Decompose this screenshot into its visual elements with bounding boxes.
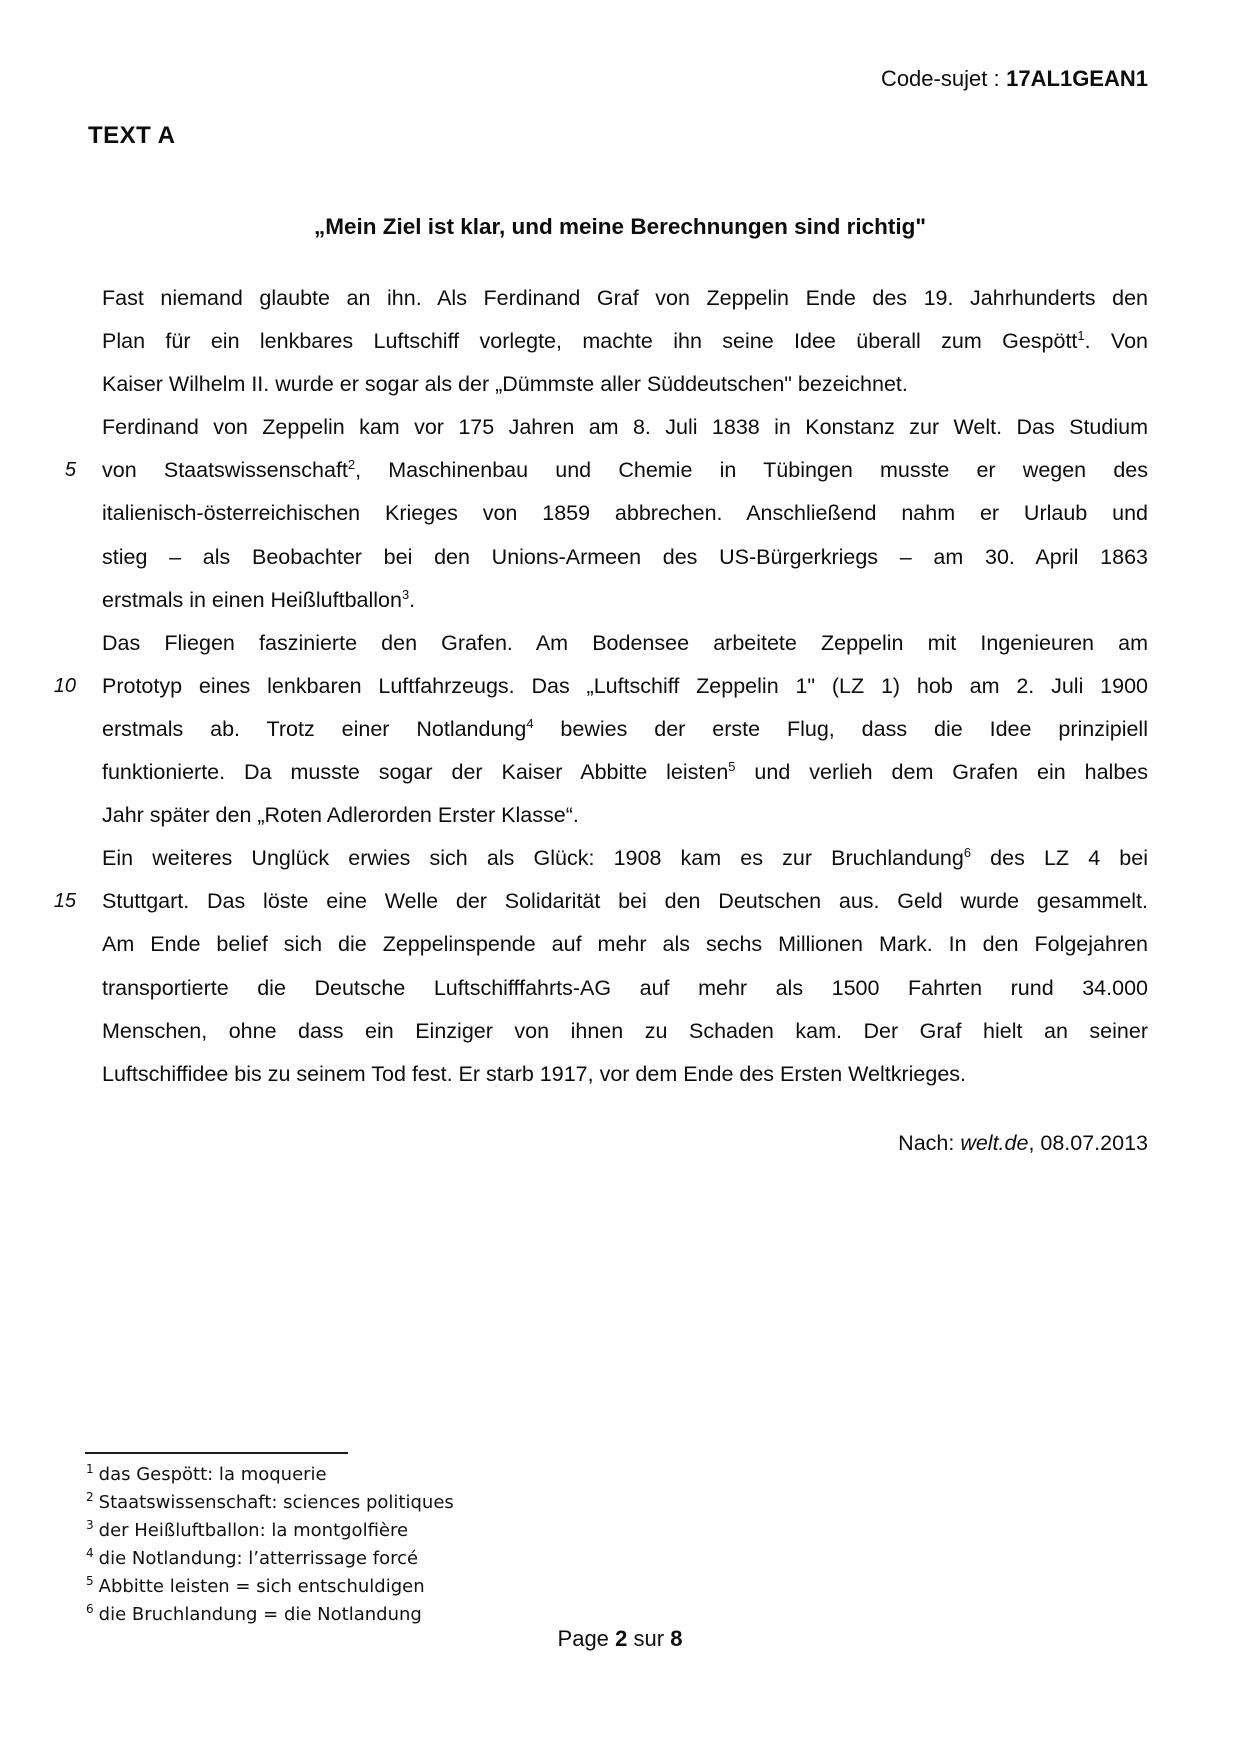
text-segment: Menschen, ohne dass ein Einziger von ihnen zu Schaden kam. Der Graf hielt an seiner [102, 1018, 1148, 1043]
text-segment: Jahr später den „Roten Adlerorden Erster Klasse“. [102, 803, 579, 828]
text-segment: Am Ende belief sich die Zeppelinspende auf mehr als sechs Millionen Mark. In den Folgejahren [102, 932, 1148, 957]
text-line [53, 665, 1148, 708]
text-segment: Fast niemand glaubte an ihn. Als Ferdinand Graf von Zeppelin Ende des 19. Jahrhunderts den [102, 286, 1148, 310]
text-segment: Plan für ein lenkbares Luftschiff vorlegte, machte ihn seine Idee überall zum Gespött [102, 329, 1078, 354]
text-line [102, 1053, 1148, 1096]
source-name: welt.de [960, 1131, 1029, 1155]
text-segment: Stuttgart. Das löste eine Welle der Solidarität bei den Deutschen aus. Geld wurde gesammelt. [102, 889, 1148, 914]
footnote-text: Abbitte leisten = sich entschuldigen [98, 1576, 425, 1597]
text-a-heading: TEXT A [88, 122, 176, 149]
footnote-marker: 1 [86, 1462, 94, 1476]
line-number: 10 [53, 674, 76, 697]
footnote-text: das Gespött: la moquerie [98, 1464, 327, 1485]
footnote-separator [85, 1452, 348, 1454]
footnote-marker: 4 [86, 1546, 94, 1560]
footer-separator: sur [633, 1626, 665, 1651]
text-line [102, 967, 1148, 1010]
footnote-item [86, 1573, 454, 1601]
text-segment: Ferdinand von Zeppelin kam vor 175 Jahren am 8. Juli 1838 in Konstanz zur Welt. Das Studium [102, 415, 1148, 440]
text-segment: von Staatswissenschaft [102, 458, 348, 483]
footnote-reference: 5 [728, 758, 736, 774]
text-line [64, 449, 1148, 492]
code-sujet-value: 17AL1GEAN1 [1006, 66, 1148, 91]
footnote-marker: 2 [86, 1490, 94, 1504]
text-segment: Luftschiffidee bis zu seinem Tod fest. Er starb 1917, vor dem Ende des Ersten Weltkrieges. [102, 1061, 967, 1086]
text-segment: bewies der erste Flug, dass die Idee prinzipiell [533, 716, 1148, 741]
text-segment: . Von [1084, 329, 1148, 354]
footnote-item [86, 1461, 454, 1489]
footnote-item [86, 1545, 454, 1573]
line-number: 5 [64, 459, 76, 482]
text-segment: , Maschinenbau und Chemie in Tübingen musste er wegen des [355, 458, 1148, 483]
text-line [53, 880, 1148, 923]
text-segment: transportierte die Deutsche Luftschifffahrts-AG auf mehr als 1500 Fahrten rund 34.000 [102, 975, 1148, 1000]
footnote-marker: 5 [86, 1574, 94, 1588]
page-footer [0, 1626, 1240, 1652]
code-sujet [881, 64, 1148, 94]
footnote-text: der Heißluftballon: la montgolfière [98, 1520, 409, 1541]
code-sujet-label: Code-sujet : [880, 66, 1000, 91]
source-date: , 08.07.2013 [1028, 1131, 1148, 1155]
text-line [102, 923, 1148, 966]
text-line [102, 708, 1148, 751]
source-attribution [102, 1128, 1148, 1158]
text-segment: italienisch-österreichischen Krieges von 1859 abbrechen. Anschließend nahm er Urlaub und [102, 501, 1148, 526]
text-segment: Das Fliegen faszinierte den Grafen. Am Bodensee arbeitete Zeppelin mit Ingenieuren am [102, 630, 1148, 655]
text-line [102, 837, 1148, 880]
text-line [102, 1010, 1148, 1053]
footnote-reference: 3 [401, 586, 410, 602]
text-segment: Kaiser Wilhelm II. wurde er sogar als der „Dümmste aller Süddeutschen" bezeichnet. [102, 372, 908, 397]
text-title: „Mein Ziel ist klar, und meine Berechnungen sind richtig" [313, 214, 927, 239]
footer-page-label: Page [557, 1626, 609, 1651]
text-segment: und verlieh dem Grafen ein halbes [735, 760, 1148, 785]
footnote-reference: 6 [963, 845, 972, 861]
text-segment: . [409, 587, 416, 612]
text-line [102, 492, 1148, 535]
footer-page-total: 8 [670, 1626, 683, 1651]
text-line [102, 320, 1148, 363]
text-line [102, 622, 1148, 665]
footnote-reference: 4 [526, 715, 534, 731]
footnote-marker: 6 [86, 1602, 94, 1616]
text-line [102, 363, 1148, 406]
text-segment: des LZ 4 bei [971, 846, 1149, 871]
text-line [102, 277, 1148, 320]
footer-page-number: 2 [615, 1626, 628, 1651]
text-line [102, 794, 1148, 837]
text-line [102, 751, 1148, 794]
text-segment: erstmals in einen Heißluftballon [102, 587, 402, 612]
text-segment: Ein weiteres Unglück erwies sich als Glück: 1908 kam es zur Bruchlandung [102, 846, 964, 871]
footnote-reference: 2 [347, 457, 356, 473]
text-line [102, 579, 1148, 622]
footnote-item [86, 1489, 454, 1517]
text-line [102, 536, 1148, 579]
text-segment: stieg – als Beobachter bei den Unions-Armeen des US-Bürgerkriegs – am 30. April 1863 [102, 544, 1148, 569]
source-prefix: Nach: [898, 1131, 961, 1155]
footnote-reference: 1 [1077, 327, 1085, 343]
footnote-text: Staatswissenschaft: sciences politiques [98, 1492, 454, 1513]
footnote-text: die Bruchlandung = die Notlandung [98, 1604, 422, 1625]
footnote-item [86, 1517, 454, 1545]
footnote-item [86, 1601, 454, 1629]
text-segment: erstmals ab. Trotz einer Notlandung [102, 716, 527, 741]
line-number: 15 [53, 890, 76, 913]
footnote-text: die Notlandung: l’atterrissage forcé [98, 1548, 419, 1569]
text-segment: Prototyp eines lenkbaren Luftfahrzeugs. Das „Luftschiff Zeppelin 1" (LZ 1) hob am 2. Juli 1900 [102, 673, 1148, 698]
footnote-marker: 3 [86, 1518, 94, 1532]
footnotes [86, 1461, 454, 1629]
text-line [102, 406, 1148, 449]
text-body [53, 277, 1149, 1096]
text-segment: funktionierte. Da musste sogar der Kaiser Abbitte leisten [102, 760, 729, 785]
